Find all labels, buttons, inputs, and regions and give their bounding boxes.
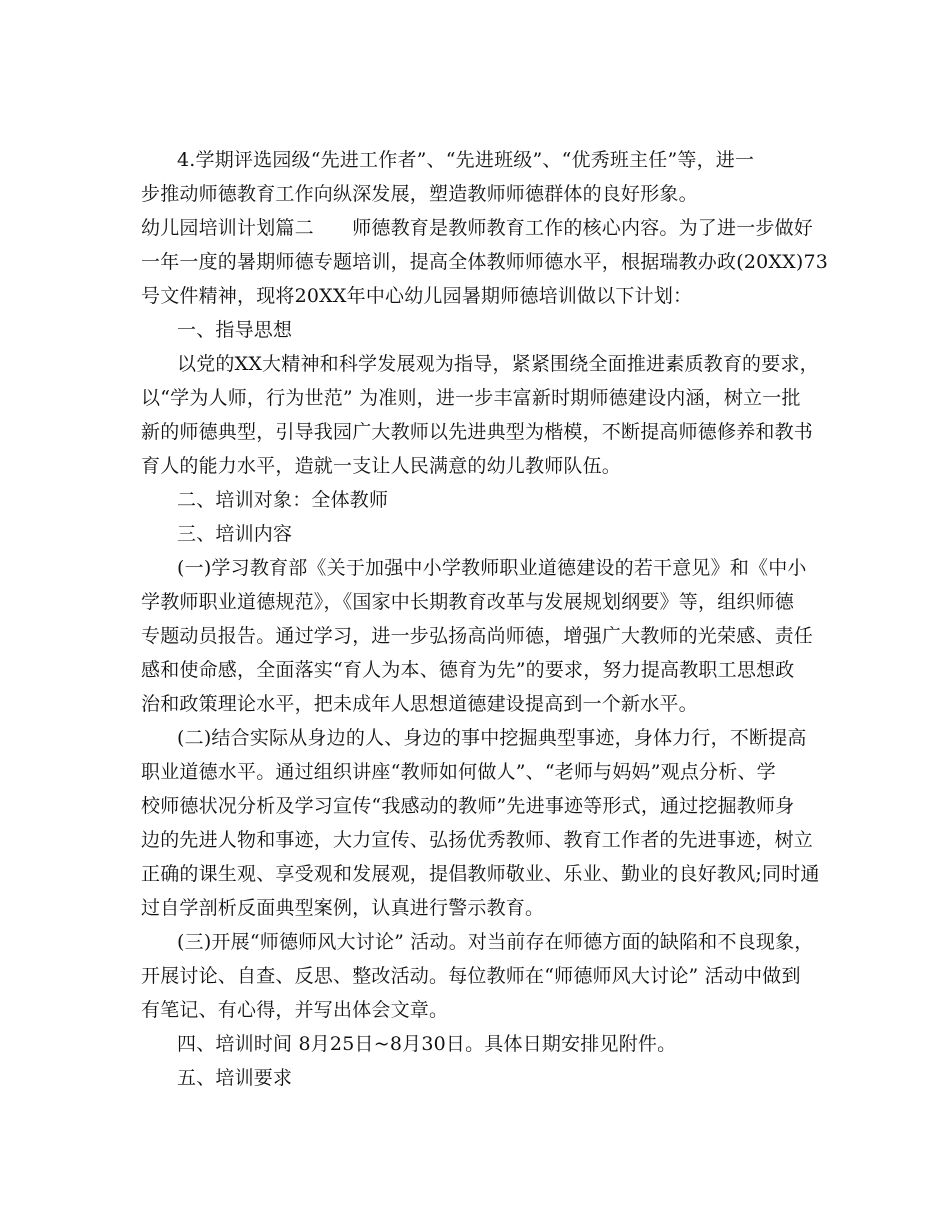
text-line: 治和政策理论水平，把未成年人思想道德建设提高到一个新水平。 bbox=[141, 693, 698, 715]
section-heading: 四、培训时间 8月25日~8月30日。具体日期安排见附件。 bbox=[177, 1033, 677, 1055]
text-line: 正确的课生观、享受观和发展观，提倡教师敬业、乐业、勤业的良好教风;同时通 bbox=[141, 863, 820, 885]
text-line: 步推动师德教育工作向纵深发展，塑造教师师德群体的良好形象。 bbox=[141, 183, 698, 205]
section-heading: 三、培训内容 bbox=[177, 523, 293, 545]
text-line: 以“学为人师，行为世范” 为准则，进一步丰富新时期师德建设内涵，树立一批 bbox=[141, 387, 801, 409]
text-line: 边的先进人物和事迹，大力宣传、弘扬优秀教师、教育工作者的先进事迹，树立 bbox=[141, 829, 814, 851]
text-line: 过自学剖析反面典型案例，认真进行警示教育。 bbox=[141, 897, 545, 919]
text-line: 专题动员报告。通过学习，进一步弘扬高尚师德，增强广大教师的光荣感、责任 bbox=[141, 625, 814, 647]
section-heading: 一、指导思想 bbox=[177, 319, 293, 341]
text-line: 新的师德典型，引导我园广大教师以先进典型为楷模，不断提高师德修养和教书 bbox=[141, 421, 814, 443]
text-line: 幼儿园培训计划篇二 师德教育是教师教育工作的核心内容。为了进一步做好 bbox=[141, 217, 814, 239]
text-line: (一)学习教育部《关于加强中小学教师职业道德建设的若干意见》和《中小 bbox=[177, 557, 807, 579]
text-line: 学教师职业道德规范》，《国家中长期教育改革与发展规划纲要》等，组织师德 bbox=[141, 591, 795, 613]
text-line: 一年一度的暑期师德专题培训，提高全体教师师德水平，根据瑞教办政(20XX)73 bbox=[141, 251, 829, 273]
section-heading: 二、培训对象：全体教师 bbox=[177, 489, 389, 511]
text-line: (二)结合实际从身边的人、身边的事中挖掘典型事迹，身体力行，不断提高 bbox=[177, 727, 807, 749]
text-line: (三)开展“师德师风大讨论” 活动。对当前存在师德方面的缺陷和不良现象， bbox=[177, 931, 814, 953]
text-line: 有笔记、有心得，并写出体会文章。 bbox=[141, 999, 449, 1021]
text-line: 育人的能力水平，造就一支让人民满意的幼儿教师队伍。 bbox=[141, 455, 622, 477]
text-line: 职业道德水平。通过组织讲座“教师如何做人”、“老师与妈妈”观点分析、学 bbox=[141, 761, 776, 783]
text-line: 感和使命感，全面落实“育人为本、德育为先”的要求，努力提高教职工思想政 bbox=[141, 659, 795, 681]
section-heading: 五、培训要求 bbox=[177, 1067, 293, 1089]
text-line: 4.学期评选园级“先进工作者”、“先进班级”、“优秀班主任”等，进一 bbox=[177, 149, 755, 171]
text-line: 以党的XX大精神和科学发展观为指导，紧紧围绕全面推进素质教育的要求， bbox=[177, 353, 819, 375]
text-line: 开展讨论、自查、反思、整改活动。每位教师在“师德师风大讨论” 活动中做到 bbox=[141, 965, 801, 987]
text-line: 校师德状况分析及学习宣传“我感动的教师”先进事迹等形式，通过挖掘教师身 bbox=[141, 795, 795, 817]
text-line: 号文件精神，现将20XX年中心幼儿园暑期师德培训做以下计划： bbox=[141, 285, 693, 307]
